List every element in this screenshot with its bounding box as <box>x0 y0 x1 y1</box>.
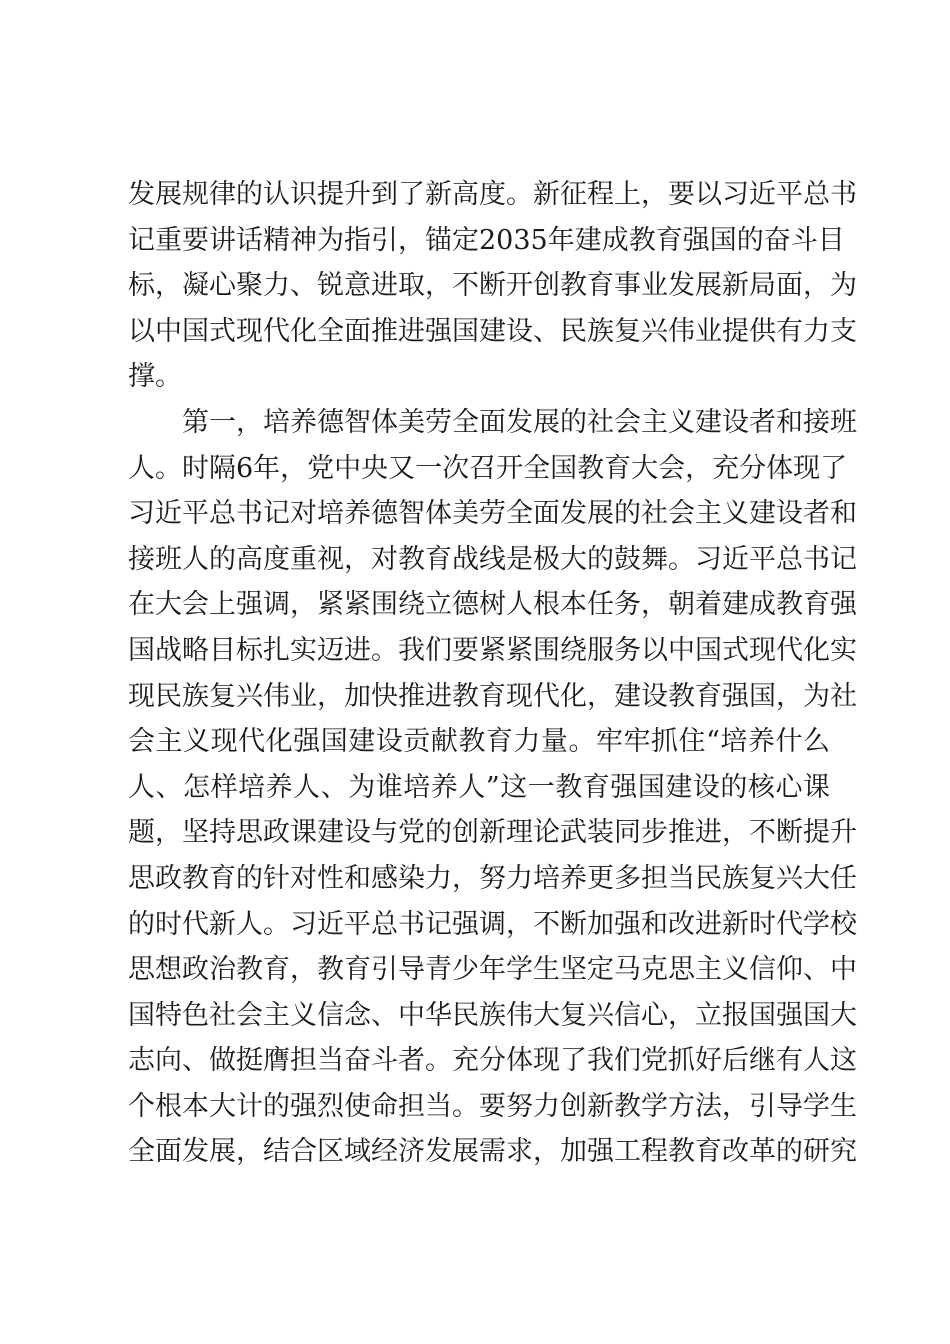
text-line: 现民族复兴伟业，加快推进教育现代化，建设教育强国，为社 <box>128 680 857 712</box>
text-line: 的时代新人。习近平总书记强调，不断加强和改进新时代学校 <box>128 908 857 940</box>
text-line: 思政教育的针对性和感染力，努力培养更多担当民族复兴大任 <box>128 862 857 894</box>
text-line: 人、怎样培养人、为谁培养人”这一教育强国建设的核心课 <box>128 771 830 803</box>
text-line: 在大会上强调，紧紧围绕立德树人根本任务，朝着建成教育强 <box>128 589 857 621</box>
text-line: 记重要讲话精神为指引，锚定2035年建成教育强国的奋斗目 <box>128 224 845 256</box>
paragraph-2 <box>128 400 857 1175</box>
text-line: 个根本大计的强烈使命担当。要努力创新教学方法，引导学生 <box>128 1090 857 1122</box>
text-line: 国战略目标扎实迈进。我们要紧紧围绕服务以中国式现代化实 <box>128 634 857 666</box>
text-line: 人。时隔6年，党中央又一次召开全国教育大会，充分体现了 <box>128 452 848 484</box>
text-line: 题，坚持思政课建设与党的创新理论武装同步推进，不断提升 <box>128 817 857 849</box>
text-line: 国特色社会主义信念、中华民族伟大复兴信心，立报国强国大 <box>128 999 857 1031</box>
text-line: 习近平总书记对培养德智体美劳全面发展的社会主义建设者和 <box>128 498 857 530</box>
text-line: 发展规律的认识提升到了新高度。新征程上，要以习近平总书 <box>128 179 857 210</box>
text-line: 第一，培养德智体美劳全面发展的社会主义建设者和接班 <box>182 406 857 438</box>
text-line: 标，凝心聚力、锐意进取，不断开创教育事业发展新局面，为 <box>128 270 857 302</box>
paragraph-1 <box>128 172 857 400</box>
text-line: 全面发展，结合区域经济发展需求，加强工程教育改革的研究 <box>128 1136 857 1168</box>
text-line: 会主义现代化强国建设贡献教育力量。牢牢抓住“培养什么 <box>128 726 830 758</box>
text-line: 撑。 <box>128 361 182 393</box>
text-line: 思想政治教育，教育引导青少年学生坚定马克思主义信仰、中 <box>128 954 857 986</box>
text-line: 以中国式现代化全面推进强国建设、民族复兴伟业提供有力支 <box>128 315 857 347</box>
document-body <box>128 172 857 1175</box>
text-line: 志向、做挺膺担当奋斗者。充分体现了我们党抓好后继有人这 <box>128 1045 857 1077</box>
text-line: 接班人的高度重视，对教育战线是极大的鼓舞。习近平总书记 <box>128 543 857 575</box>
